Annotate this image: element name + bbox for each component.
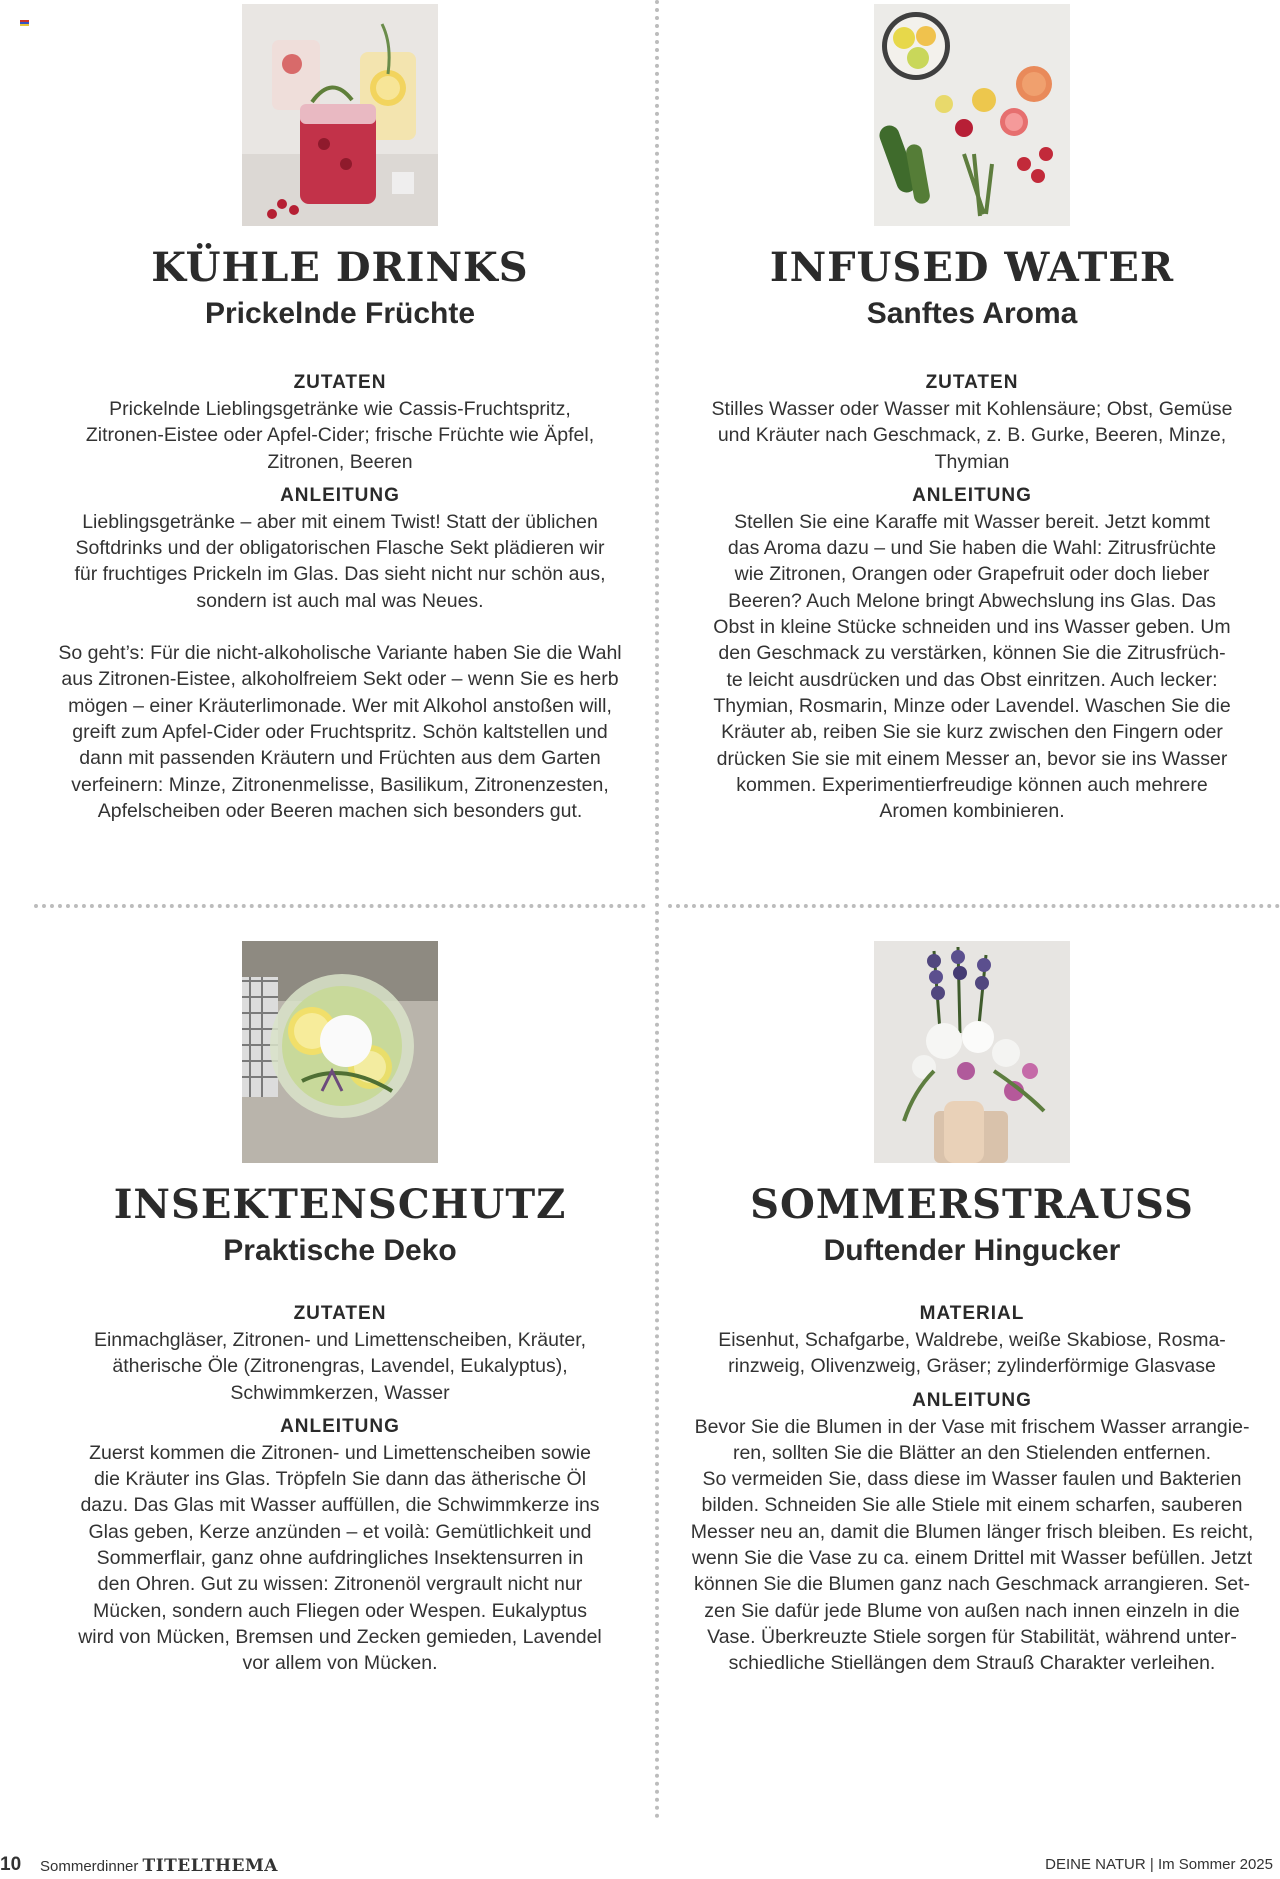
footer-section: Sommerdinner TITELTHEMA <box>40 1856 279 1876</box>
section-subtitle: Praktische Deko <box>223 1234 457 1267</box>
instructions-label: ANLEITUNG <box>280 484 400 506</box>
section-title: KÜHLE DRINKS <box>151 244 529 291</box>
ingredients-label: ZUTATEN <box>293 372 387 393</box>
instructions-label: ANLEITUNG <box>912 1389 1032 1411</box>
section-subtitle: Sanftes Aroma <box>866 297 1078 330</box>
page-footer <box>0 1854 1280 1876</box>
bouquet-photo <box>874 941 1070 1163</box>
section-subtitle: Duftender Hingucker <box>823 1234 1121 1267</box>
drinks-photo <box>242 4 438 226</box>
material-text: Eisenhut, Schafgarbe, Waldrebe, weiße Skabiose, Rosma- rinzweig, Olivenzweig, Gräser; zylinderförmige Glasvase <box>718 1329 1226 1378</box>
fruits-photo <box>874 4 1070 226</box>
footer-magazine: DEINE NATUR | Im Sommer 2025 <box>1045 1856 1273 1873</box>
jar-photo <box>242 941 438 1163</box>
material-label: MATERIAL <box>919 1303 1025 1324</box>
ingredients-text: Stilles Wasser oder Wasser mit Kohlensäure; Obst, Gemüse und Kräuter nach Geschmack, z. B. Gurke, Beeren, Minze, Thymian <box>711 398 1233 473</box>
vertical-divider <box>655 0 659 1820</box>
ingredients-label: ZUTATEN <box>925 372 1019 393</box>
instructions-label: ANLEITUNG <box>280 1415 400 1437</box>
section-subtitle: Prickelnde Früchte <box>204 297 476 330</box>
instructions-text: Stellen Sie eine Karaffe mit Wasser bereit. Jetzt kommt das Aroma dazu – und Sie haben die Wahl: Zitrusfrüchte wie Zitronen, Orangen oder Grapefruit oder doch lieber Beeren? Auch Melone bringt Abwechslung ins Glas. Das Obst in kleine Stücke schneiden und ins Wasser geben. Um den Geschmack zu verstärken, können Sie die Zitrusfrüch- te leicht ausdrücken und das Obst einritzen. Auch lecker: Thymian, Rosmarin, Minze oder Lavendel. Waschen Sie die Kräuter ab, reiben Sie sie kurz zwischen den Fingern oder drücken Sie sie mit einem Messer an, bevor sie ins Wasser kommen. Experimentierfreudige können auch mehrere Aromen kombinieren. <box>713 510 1231 823</box>
section-kuehle-drinks <box>30 4 650 824</box>
section-title: INFUSED WATER <box>769 244 1175 291</box>
ingredients-label: ZUTATEN <box>293 1303 387 1324</box>
flag-icon <box>20 20 29 26</box>
instructions-label: ANLEITUNG <box>912 484 1032 506</box>
section-insektenschutz <box>30 941 650 1677</box>
footer-theme: TITELTHEMA <box>142 1856 279 1876</box>
section-sommerstrauss <box>665 941 1279 1677</box>
page-number: 10 <box>0 1854 22 1875</box>
section-infused-water <box>665 4 1279 824</box>
ingredients-text: Prickelnde Lieblingsgetränke wie Cassis-Fruchtspritz, Zitronen-Eistee oder Apfel-Cider; frische Früchte wie Äpfel, Zitronen, Beeren <box>85 398 595 473</box>
instructions-text: Lieblingsgetränke – aber mit einem Twist! Statt der üblichen Softdrinks und der obligatorischen Flasche Sekt plädieren wir für fruchtiges Prickeln im Glas. Das sieht nicht nur schön aus, sondern ist auch mal was Neues. So geht’s: Für die nicht-alkoholische Variante haben Sie die Wahl aus Zitronen-Eistee, alkoholfreiem Sekt oder – wenn Sie es herb mögen – einer Kräuterlimonade. Wer mit Alkohol anstoßen will, greift zum Apfel-Cider oder Fruchtspritz. Schön kaltstellen und dann mit passenden Kräutern und Früchten aus dem Garten verfeinern: Minze, Zitronenmelisse, Basilikum, Zitronenzesten, Apfelscheiben oder Beeren machen sich besonders gut. <box>58 510 622 822</box>
horizontal-divider-left <box>34 904 646 908</box>
ingredients-text: Einmachgläser, Zitronen- und Limettenscheiben, Kräuter, ätherische Öle (Zitronengras, Lavendel, Eukalyptus), Schwimmkerzen, Wasser <box>93 1329 587 1404</box>
instructions-text: Zuerst kommen die Zitronen- und Limettenscheiben sowie die Kräuter ins Glas. Tröpfeln Sie dann das ätherische Öl dazu. Das Glas mit Wasser auffüllen, die Schwimmkerze ins Glas geben, Kerze anzünden – et voilà: Gemütlichkeit und Sommerflair, ganz ohne aufdringliches Insektensurren in den Ohren. Gut zu wissen: Zitronenöl vergrault nicht nur Mücken, sondern auch Fliegen oder Wespen. Eukalyptus wird von Mücken, Bremsen und Zecken gemieden, Lavendel vor allem von Mücken. <box>78 1441 602 1675</box>
horizontal-divider-right <box>668 904 1280 908</box>
section-title: INSEKTENSCHUTZ <box>113 1181 567 1228</box>
instructions-text: Bevor Sie die Blumen in der Vase mit frischem Wasser arrangie- ren, sollten Sie die Blätter an den Stielenden entfernen. So vermeiden Sie, dass diese im Wasser faulen und Bakterien bilden. Schneiden Sie alle Stiele mit einem scharfen, sauberen Messer neu an, damit die Blumen länger frisch bleiben. Es reicht, wenn Sie die Vase zu ca. einem Drittel mit Wasser befüllen. Jetzt können Sie die Blumen ganz nach Geschmack arrangieren. Set- zen Sie dafür jede Blume von außen nach innen einzeln in die Vase. Überkreuzte Stiele sorgen für Stabilität, während unter- schiedliche Stiellängen dem Strauß Charakter verleihen. <box>690 1415 1254 1675</box>
section-title: SOMMERSTRAUSS <box>750 1181 1194 1228</box>
